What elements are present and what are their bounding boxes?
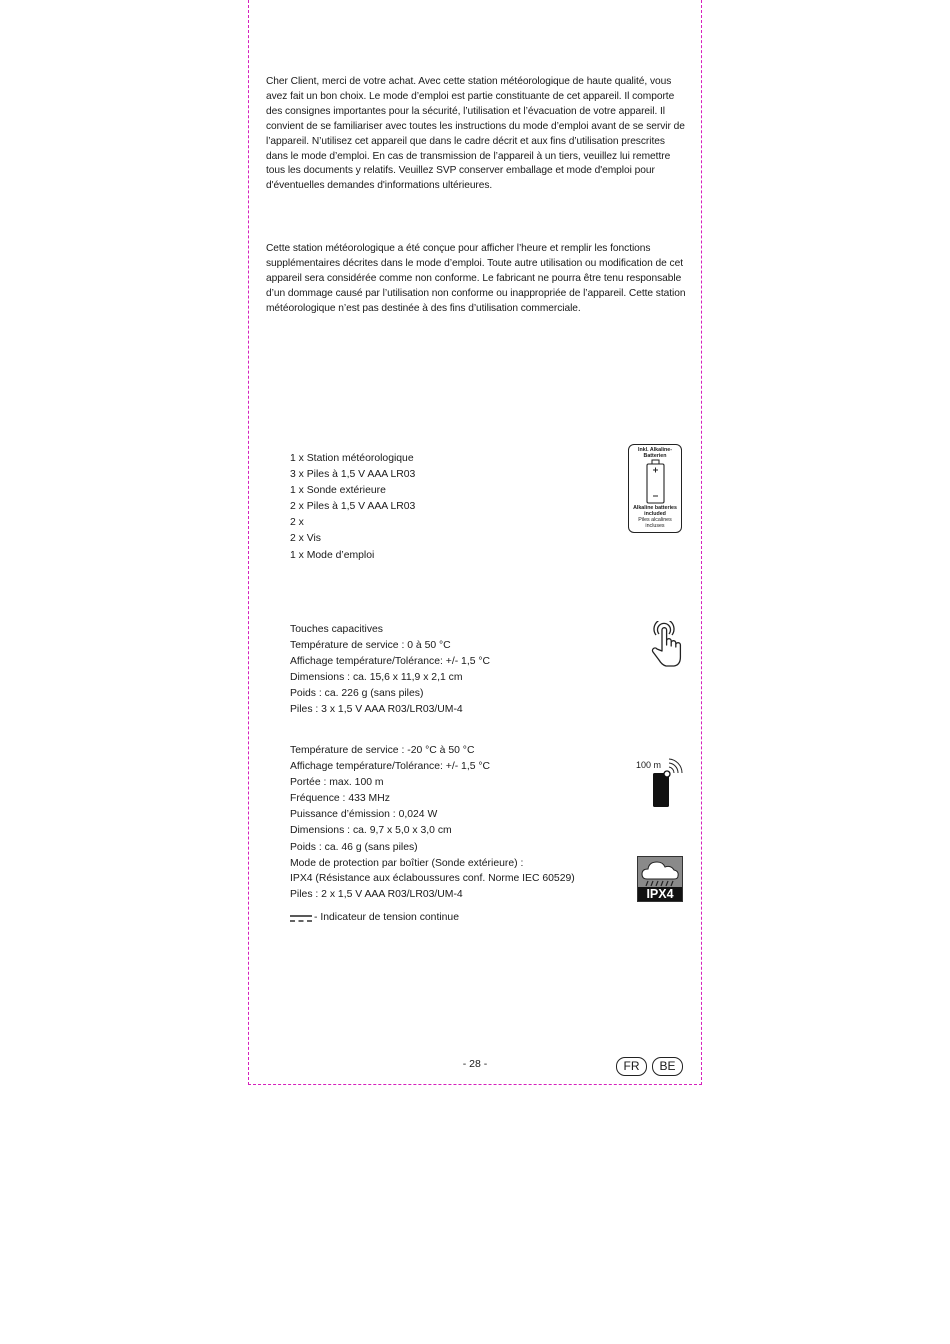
list-item: 2 x Piles à 1,5 V AAA LR03	[290, 501, 416, 513]
batteries-included-icon	[628, 444, 682, 533]
battery-icon-text: Inkl. Alkaline-	[638, 447, 672, 453]
list-item: Portée : max. 100 m	[290, 777, 384, 789]
list-item: 2 x Vis	[290, 533, 321, 545]
list-item: Piles : 2 x 1,5 V AAA R03/LR03/UM-4	[290, 888, 463, 900]
direct-current-icon	[290, 915, 312, 922]
battery-icon-text: incluses	[645, 523, 665, 529]
list-item: Puissance d’émission : 0,024 W	[290, 809, 438, 821]
ipx4-rain-icon	[637, 856, 683, 902]
language-badge-fr: FR	[616, 1057, 647, 1076]
list-item: Poids : ca. 226 g (sans piles)	[290, 688, 424, 700]
list-item: Dimensions : ca. 15,6 x 11,9 x 2,1 cm	[290, 672, 463, 684]
list-item: 1 x Station météorologique	[290, 453, 414, 464]
list-item: Température de service : 0 à 50 °C	[290, 640, 451, 652]
battery-icon-text: Alkaline batteries	[633, 505, 677, 511]
list-item: Dimensions : ca. 9,7 x 5,0 x 3,0 cm	[290, 825, 452, 837]
list-item: Mode de protection par boîtier (Sonde extérieure) :	[290, 857, 524, 869]
package-contents-list	[290, 451, 415, 564]
cloud-rain-icon	[638, 857, 682, 887]
list-item: Affichage température/Tolérance: +/- 1,5 °C	[290, 761, 491, 773]
list-item: Piles : 3 x 1,5 V AAA R03/LR03/UM-4	[290, 704, 463, 716]
list-item: 1 x Mode d’emploi	[290, 549, 375, 561]
dc-indicator-text: - Indicateur de tension continue	[314, 912, 459, 923]
range-label: 100 m	[636, 760, 662, 770]
battery-icon-text: Batterien	[643, 453, 667, 459]
intro-paragraph: Cher Client, merci de votre achat. Avec cette station météorologique de haute qualité, vous avez fait un bon choix. Le mode d’emploi est partie constituante de cet appareil. Il comporte des consignes importantes pour la sécurité, l’utilisation et l’évacuation de votre appareil. Il convient de se familiariser avec toutes les instructions du mode d’emploi avant de se servir de l’appareil. N’utilisez cet appareil que dans le cadre décrit et aux fins d’utilisation prescrites dans le mode d’emploi. En cas de transmission de l’appareil à un tiers, veuillez lui remettre tous les documents y relatifs. Veuillez SVP conserver emballage et mode d'emploi pour d'éventuelles demandes d'informations ultérieures.	[266, 76, 685, 192]
list-item: Affichage température/Tolérance: +/- 1,5 °C	[290, 656, 491, 668]
battery-icon	[629, 459, 683, 505]
list-item: 3 x Piles à 1,5 V AAA LR03	[290, 469, 416, 481]
page-number: - 28 -	[462, 1058, 488, 1070]
list-item: 2 x	[290, 517, 304, 529]
sensor-specs-list	[290, 743, 575, 902]
dc-indicator-line	[290, 910, 459, 926]
range-icon	[634, 758, 686, 810]
usage-paragraph: Cette station météorologique a été conçue pour afficher l’heure et remplir les fonctions supplémentaires décrites dans le mode d’emploi. Toute autre utilisation ou modification de cet appareil sera considérée comme non conforme. Le fabricant ne pourra être tenu responsable d’un dommage causé par l’utilisation non conforme ou inappropriée de l’appareil. Cette station météorologique n’est pas destinée à des fins d’utilisation commerciale.	[266, 243, 686, 314]
list-item: Touches capacitives	[290, 624, 383, 635]
battery-icon-text: Piles alcalines	[638, 517, 672, 523]
battery-icon-text: included	[644, 511, 666, 517]
list-item: Fréquence : 433 MHz	[290, 793, 390, 805]
list-item: Température de service : -20 °C à 50 °C	[290, 745, 475, 756]
wireless-signal-icon	[634, 758, 686, 810]
list-item: Poids : ca. 46 g (sans piles)	[290, 841, 418, 853]
list-item: 1 x Sonde extérieure	[290, 485, 386, 497]
language-badge-be: BE	[652, 1057, 683, 1076]
list-item: IPX4 (Résistance aux éclaboussures conf. Norme IEC 60529)	[290, 873, 575, 885]
station-specs-list	[290, 622, 490, 719]
ipx4-label: IPX4	[638, 887, 682, 901]
touch-hand-icon	[648, 621, 686, 669]
